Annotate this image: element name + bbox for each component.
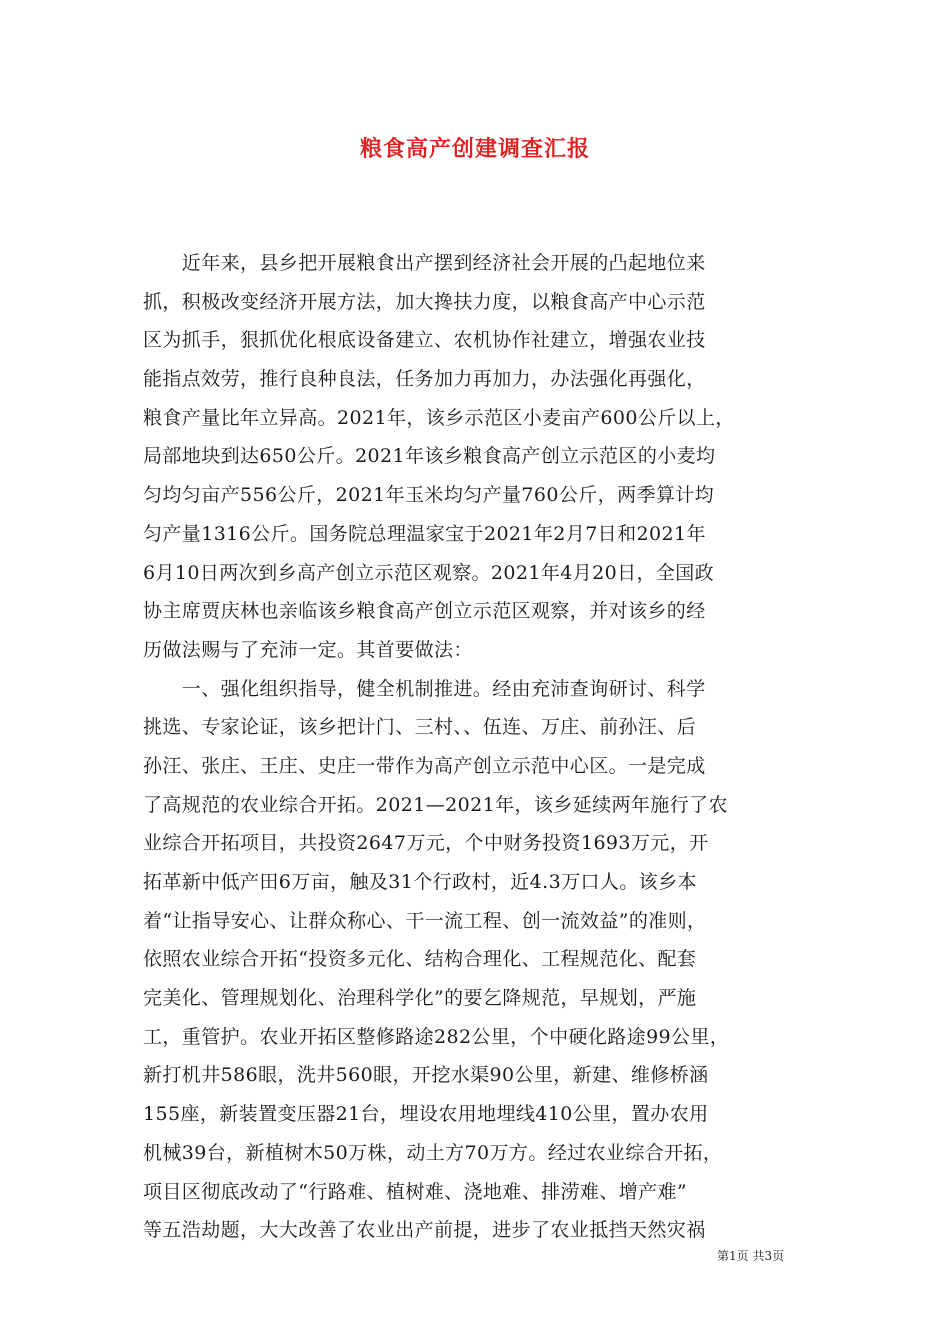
body-line: 完美化、管理规划化、治理科学化”的要乞降规范，早规划，严施 [143,987,697,1010]
body-line: 依照农业综合开拓“投资多元化、结构合理化、工程规范化、配套 [143,948,697,971]
body-line: 区为抓手，狠抓优化根底设备建立、农机协作社建立，增强农业技 [143,329,706,352]
document-title: 粮食高产创建调查汇报 [359,136,590,162]
body-line: 抓，积极改变经济开展方法，加大搀扶力度，以粮食高产中心示范 [143,290,706,313]
body-line: 工，重管护。农业开拓区整修路途282公里，个中硬化路途99公里， [143,1025,730,1048]
body-line: 机械39台，新植树木50万株，动土方70万方。经过农业综合开拓， [143,1141,723,1164]
body-line: 孙汪、张庄、王庄、史庄一带作为高产创立示范中心区。一是完成 [143,754,706,777]
body-line: 155座，新装置变压器21台，埋设农用地埋线410公里，置办农用 [143,1103,709,1126]
body-line: 能指点效劳，推行良种良法，任务加力再加力，办法强化再强化， [143,368,706,391]
body-line: 等五浩劫题，大大改善了农业出产前提，进步了农业抵挡天然灾祸 [143,1219,706,1242]
body-line: 挑选、专家论证，该乡把计门、三村、、伍连、万庄、前孙汪、后 [143,716,697,739]
page-number: 第1页 共3页 [717,1249,785,1263]
body-line: 近年来，县乡把开展粮食出产摆到经济社会开展的凸起地位来 [143,252,706,274]
body-line: 新打机井586眼，洗井560眼，开挖水渠90公里，新建、维修桥涵 [143,1064,709,1087]
body-line: 6月10日两次到乡高产创立示范区观察。2021年4月20日，全国政 [143,561,715,584]
body-line: 着“让指导安心、让群众称心、干一流工程、创一流效益”的准则， [143,909,707,932]
body-line: 拓革新中低产田6万亩，触及31个行政村，近4.3万口人。该乡本 [143,871,697,893]
body-line: 匀产量1316公斤。国务院总理温家宝于2021年2月7日和2021年 [143,522,706,545]
body-line: 匀均匀亩产556公斤，2021年玉米均匀产量760公斤，两季算计均 [143,484,715,507]
body-line: 了高规范的农业综合开拓。2021—2021年，该乡延续两年施行了农 [143,793,728,816]
body-line: 协主席贾庆林也亲临该乡粮食高产创立示范区观察，并对该乡的经 [143,600,706,623]
document-body [143,244,807,1250]
body-line: 项目区彻底改动了“行路难、植树难、浇地难、排涝难、增产难” [143,1180,688,1203]
body-line: 业综合开拓项目，共投资2647万元，个中财务投资1693万元，开 [143,832,709,855]
body-line: 一、强化组织指导，健全机制推进。经由充沛查询研讨、科学 [143,677,706,700]
body-line: 粮食产量比年立异高。2021年，该乡示范区小麦亩产600公斤以上， [143,406,735,429]
body-line: 局部地块到达650公斤。2021年该乡粮食高产创立示范区的小麦均 [143,445,716,468]
body-line: 历做法赐与了充沛一定。其首要做法： [143,638,473,661]
